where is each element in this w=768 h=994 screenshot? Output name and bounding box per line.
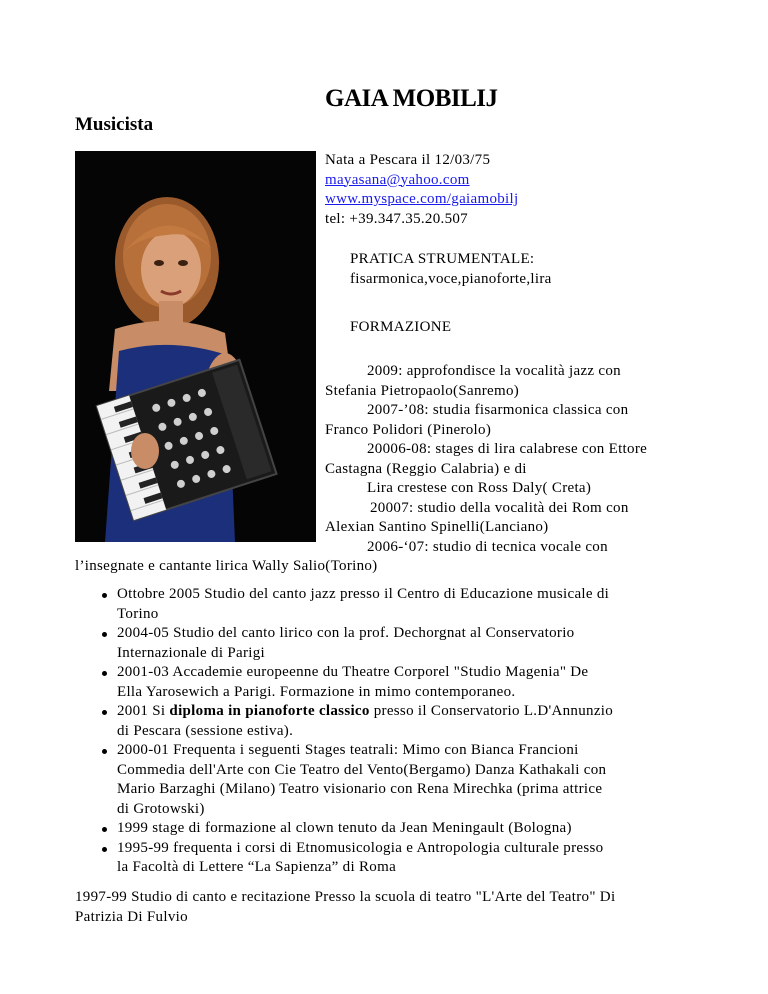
contact-block xyxy=(325,151,518,229)
list-item xyxy=(75,819,715,839)
list-item-line: di Grotowski) xyxy=(117,800,205,817)
bullet-icon xyxy=(102,593,107,598)
birth-info: Nata a Pescara il 12/03/75 xyxy=(325,152,491,168)
page-title: GAIA MOBILIJ xyxy=(325,85,498,112)
list-item-line: la Facoltà di Lettere “La Sapienza” di Roma xyxy=(117,859,397,875)
list-item xyxy=(75,839,715,878)
list-item-line: Mario Barzaghi (Milano) Teatro visionario con Rena Mirechka (prima attrice xyxy=(117,781,603,797)
list-item-line: Commedia dell'Arte con Cie Teatro del Vento(Bergamo) Danza Kathakali con xyxy=(117,761,607,778)
practice-heading: PRATICA STRUMENTALE: xyxy=(350,251,535,267)
formazione-heading: FORMAZIONE xyxy=(350,319,452,335)
website-link[interactable]: www.myspace.com/gaiamobilj xyxy=(325,191,519,207)
entry-line: Franco Polidori (Pinerolo) xyxy=(325,421,492,438)
list-item xyxy=(75,741,715,819)
list-item xyxy=(75,702,715,741)
bullet-icon xyxy=(102,827,107,832)
list-item xyxy=(75,585,715,624)
practice-instruments: fisarmonica,voce,pianoforte,lira xyxy=(350,270,552,287)
experience-list xyxy=(75,585,715,878)
role-heading: Musicista xyxy=(75,114,154,135)
entry-line: 2006-‘07: studio di tecnica vocale con xyxy=(367,538,608,555)
list-item-line: Torino xyxy=(117,605,159,622)
practice-section xyxy=(350,250,552,289)
list-item-text: presso il Conservatorio L.D'Annunzio xyxy=(369,703,614,719)
bullet-icon xyxy=(102,632,107,637)
list-item-line: 2004-05 Studio del canto lirico con la prof. Dechorgnat al Conservatorio xyxy=(117,625,575,641)
list-item-line: 1999 stage di formazione al clown tenuto da Jean Meningault (Bologna) xyxy=(117,820,572,836)
bullet-icon xyxy=(102,847,107,852)
list-item xyxy=(75,624,715,663)
list-item-line xyxy=(117,702,715,722)
entry-line: Castagna (Reggio Calabria) e di xyxy=(325,460,527,477)
bullet-icon xyxy=(102,749,107,754)
formazione-entries xyxy=(75,362,695,577)
entry-line: Stefania Pietropaolo(Sanremo) xyxy=(325,382,520,399)
list-item-line: Ella Yarosewich a Parigi. Formazione in mimo contemporaneo. xyxy=(117,683,516,700)
footer-line: Patrizia Di Fulvio xyxy=(75,908,188,925)
list-item-line: 2000-01 Frequenta i seguenti Stages teatrali: Mimo con Bianca Francioni xyxy=(117,742,579,758)
entry-line: 2009: approfondisce la vocalità jazz con xyxy=(367,363,621,379)
bullet-icon xyxy=(102,671,107,676)
entry-line: 2007-’08: studia fisarmonica classica con xyxy=(367,402,629,418)
list-item-line: di Pescara (sessione estiva). xyxy=(117,722,294,739)
bullet-icon xyxy=(102,710,107,715)
phone-number: tel: +39.347.35.20.507 xyxy=(325,210,468,227)
list-item-line: Ottobre 2005 Studio del canto jazz presso il Centro di Educazione musicale di xyxy=(117,586,610,602)
entry-line: l’insegnate e cantante lirica Wally Salio(Torino) xyxy=(75,558,378,574)
entry-line: 20006-08: stages di lira calabrese con Ettore xyxy=(367,441,648,457)
footer-line: 1997-99 Studio di canto e recitazione Presso la scuola di teatro "L'Arte del Teatro" Di xyxy=(75,889,616,905)
diploma-highlight: diploma in pianoforte classico xyxy=(169,703,370,719)
entry-line: Lira crestese con Ross Daly( Creta) xyxy=(367,480,592,496)
list-item xyxy=(75,663,715,702)
list-item-text: 2001 Si xyxy=(117,703,170,719)
list-item-line: 1995-99 frequenta i corsi di Etnomusicologia e Antropologia culturale presso xyxy=(117,839,604,856)
list-item-line: Internazionale di Parigi xyxy=(117,644,265,661)
footer-paragraph xyxy=(75,888,715,927)
entry-line: 20007: studio della vocalità dei Rom con xyxy=(370,499,629,516)
list-item-line: 2001-03 Accademie europeenne du Theatre Corporel "Studio Magenia" De xyxy=(117,664,589,680)
email-link[interactable]: mayasana@yahoo.com xyxy=(325,171,470,188)
entry-line: Alexian Santino Spinelli(Lanciano) xyxy=(325,519,549,535)
